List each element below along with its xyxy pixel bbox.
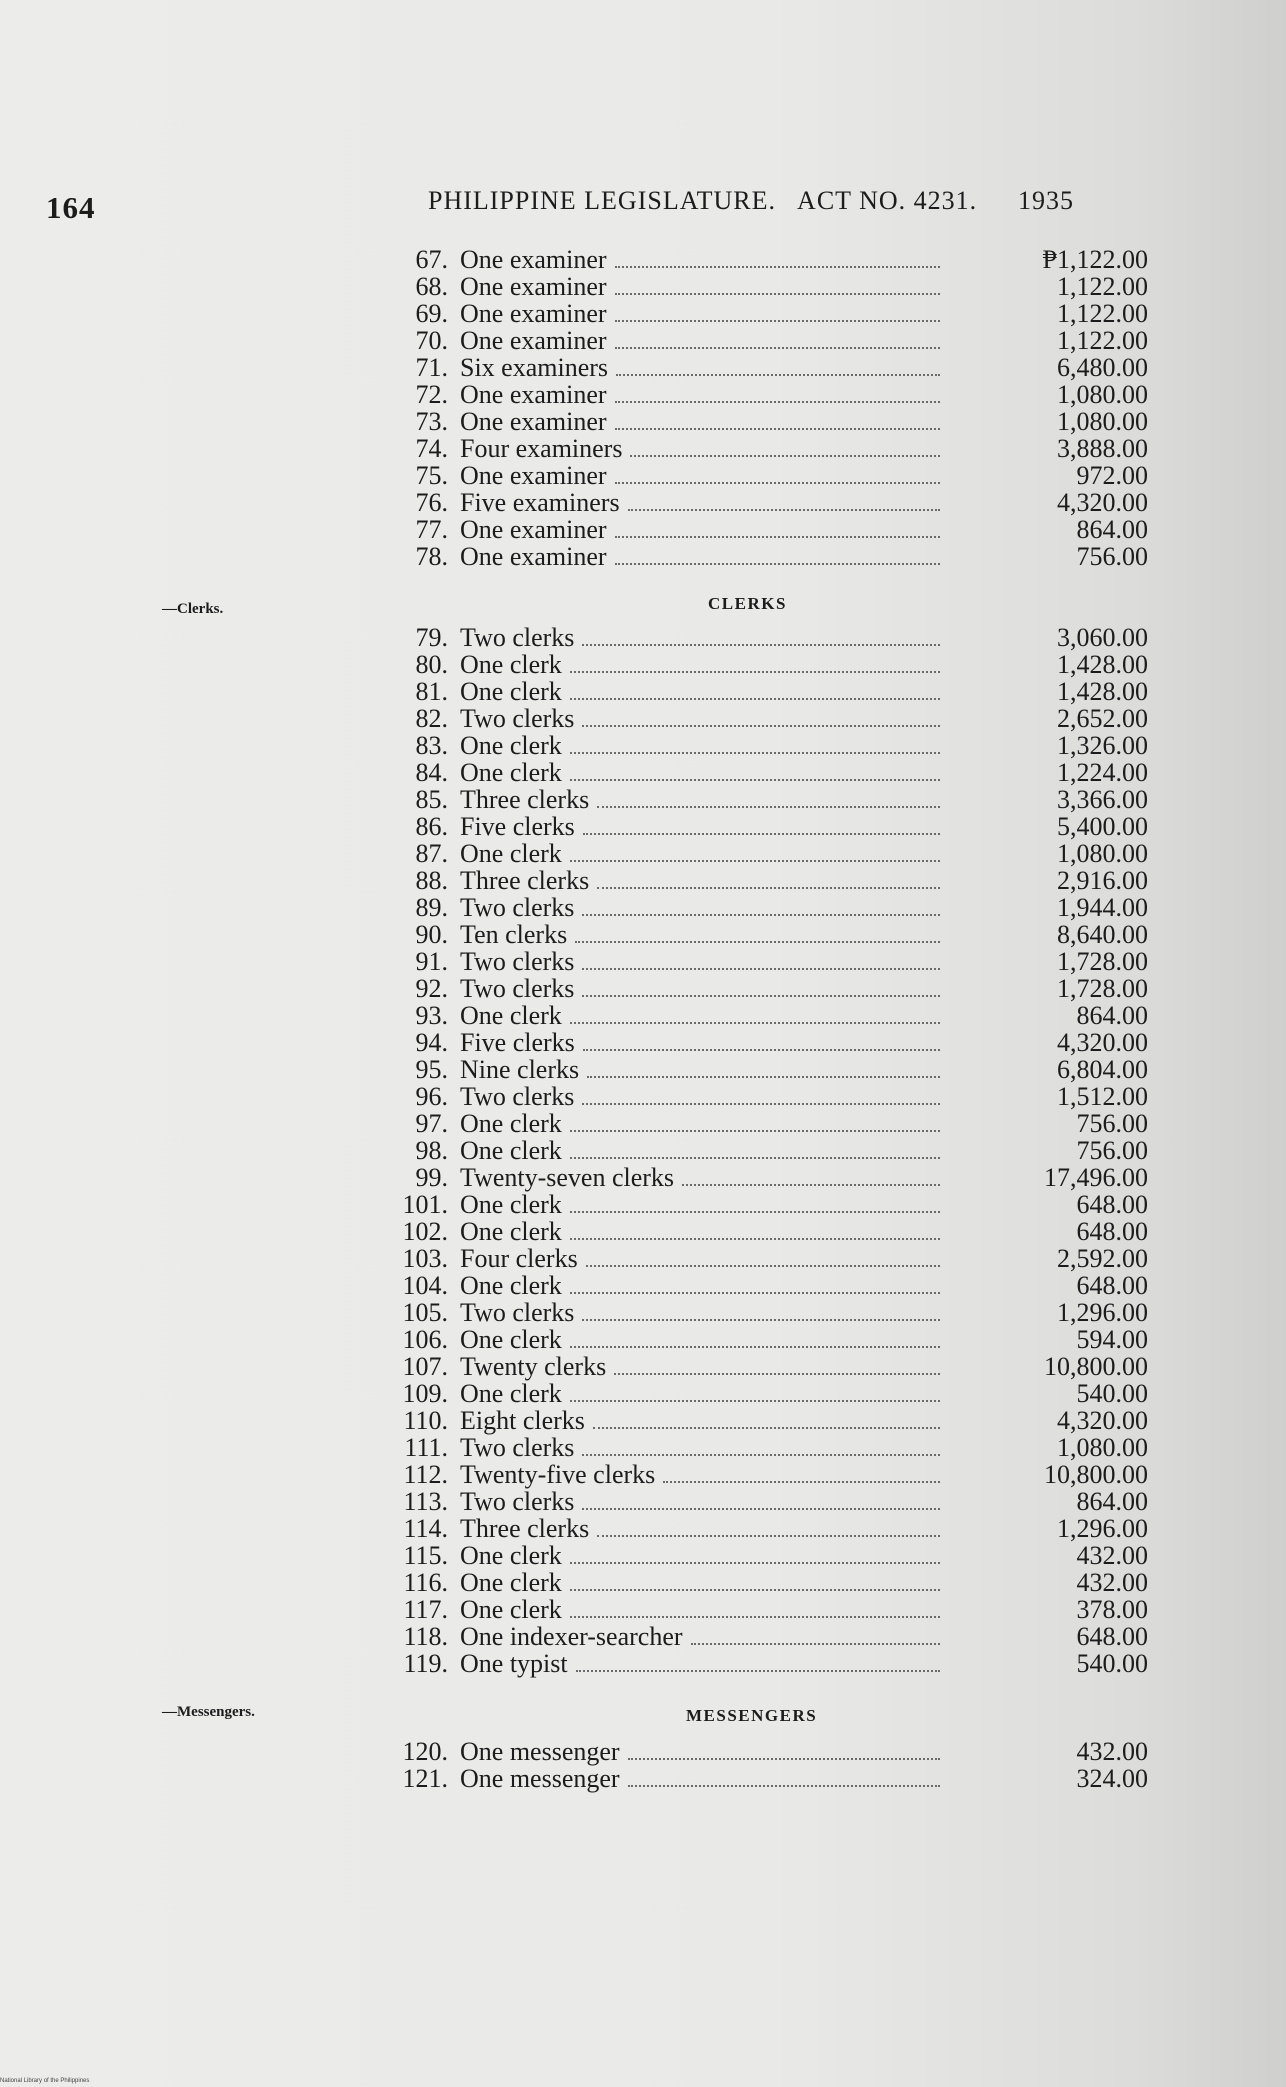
line-item-amount: 2,916.00 bbox=[1057, 866, 1148, 895]
dot-leader bbox=[691, 1643, 940, 1645]
line-item-amount: 6,804.00 bbox=[1057, 1055, 1148, 1084]
dot-leader bbox=[615, 536, 940, 538]
line-item-amount: 1,428.00 bbox=[1057, 650, 1148, 679]
line-item-description: Four examiners bbox=[460, 434, 623, 463]
line-item-amount: 1,428.00 bbox=[1057, 677, 1148, 706]
page-number: 164 bbox=[46, 190, 96, 225]
line-item bbox=[380, 1029, 1160, 1056]
line-item bbox=[380, 759, 1160, 786]
dot-leader bbox=[570, 1157, 940, 1159]
dot-leader bbox=[583, 1049, 940, 1051]
line-item-amount: 5,400.00 bbox=[1057, 812, 1148, 841]
line-item bbox=[380, 975, 1160, 1002]
line-item bbox=[380, 1765, 1160, 1792]
line-item-amount: 864.00 bbox=[1076, 1001, 1148, 1030]
dot-leader bbox=[586, 1265, 940, 1267]
line-item bbox=[380, 786, 1160, 813]
line-item-number: 106. bbox=[402, 1325, 448, 1354]
line-item-amount: 1,080.00 bbox=[1057, 1433, 1148, 1462]
line-item-number: 113. bbox=[403, 1487, 448, 1516]
line-item-description: One clerk bbox=[460, 1379, 562, 1408]
line-item-number: 116. bbox=[403, 1568, 448, 1597]
line-item-description: Two clerks bbox=[460, 974, 575, 1003]
line-item bbox=[380, 1461, 1160, 1488]
line-item-amount: 540.00 bbox=[1076, 1649, 1148, 1678]
line-item-amount: 3,060.00 bbox=[1057, 623, 1148, 652]
line-item bbox=[380, 1299, 1160, 1326]
line-item-description: Two clerks bbox=[460, 1298, 575, 1327]
dot-leader bbox=[582, 995, 940, 997]
line-item-description: One examiner bbox=[460, 245, 607, 274]
dot-leader bbox=[615, 482, 940, 484]
line-item-description: Twenty clerks bbox=[460, 1352, 607, 1381]
line-item-number: 95. bbox=[415, 1055, 448, 1084]
line-item bbox=[380, 705, 1160, 732]
line-item bbox=[380, 1191, 1160, 1218]
dot-leader bbox=[615, 347, 940, 349]
line-item-amount: 1,326.00 bbox=[1057, 731, 1148, 760]
line-item-amount: 3,366.00 bbox=[1057, 785, 1148, 814]
line-item-amount: 8,640.00 bbox=[1057, 920, 1148, 949]
line-item-description: One examiner bbox=[460, 326, 607, 355]
line-item bbox=[380, 408, 1160, 435]
dot-leader bbox=[570, 671, 940, 673]
line-item bbox=[380, 327, 1160, 354]
dot-leader bbox=[570, 1616, 940, 1618]
line-item-amount: 648.00 bbox=[1076, 1190, 1148, 1219]
line-item-description: One clerk bbox=[460, 758, 562, 787]
dot-leader bbox=[628, 1758, 940, 1760]
dot-leader bbox=[570, 1130, 940, 1132]
margin-note-messengers: —Messengers. bbox=[162, 1704, 255, 1720]
line-item-number: 114. bbox=[403, 1514, 448, 1543]
line-item-description: One clerk bbox=[460, 1136, 562, 1165]
dot-leader bbox=[575, 941, 940, 943]
line-item-number: 80. bbox=[415, 650, 448, 679]
line-item-amount: 432.00 bbox=[1076, 1737, 1148, 1766]
line-item-number: 92. bbox=[415, 974, 448, 1003]
line-item-description: One examiner bbox=[460, 407, 607, 436]
line-item-number: 91. bbox=[415, 947, 448, 976]
dot-leader bbox=[576, 1670, 940, 1672]
line-item bbox=[380, 462, 1160, 489]
line-item-amount: 1,122.00 bbox=[1057, 326, 1148, 355]
line-item-description: One clerk bbox=[460, 839, 562, 868]
dot-leader bbox=[615, 428, 940, 430]
line-item-amount: 1,296.00 bbox=[1057, 1514, 1148, 1543]
dot-leader bbox=[682, 1184, 940, 1186]
line-item-number: 94. bbox=[415, 1028, 448, 1057]
dot-leader bbox=[582, 914, 940, 916]
line-item-amount: 432.00 bbox=[1076, 1568, 1148, 1597]
dot-leader bbox=[582, 644, 940, 646]
line-item-number: 69. bbox=[415, 299, 448, 328]
line-item-amount: 3,888.00 bbox=[1057, 434, 1148, 463]
line-item-amount: 432.00 bbox=[1076, 1541, 1148, 1570]
line-item-description: One clerk bbox=[460, 1271, 562, 1300]
line-item bbox=[380, 489, 1160, 516]
line-item bbox=[380, 1623, 1160, 1650]
line-item-number: 90. bbox=[415, 920, 448, 949]
line-item-description: Five clerks bbox=[460, 812, 575, 841]
line-item-number: 76. bbox=[415, 488, 448, 517]
dot-leader bbox=[582, 968, 940, 970]
line-item-number: 117. bbox=[403, 1595, 448, 1624]
line-item bbox=[380, 1569, 1160, 1596]
dot-leader bbox=[570, 1400, 940, 1402]
dot-leader bbox=[615, 293, 940, 295]
line-item-description: One clerk bbox=[460, 1541, 562, 1570]
line-item-number: 79. bbox=[415, 623, 448, 652]
line-item-description: One examiner bbox=[460, 299, 607, 328]
line-item bbox=[380, 1164, 1160, 1191]
line-item-amount: 2,652.00 bbox=[1057, 704, 1148, 733]
line-item-number: 119. bbox=[403, 1649, 448, 1678]
line-item-amount: 1,944.00 bbox=[1057, 893, 1148, 922]
dot-leader bbox=[616, 374, 940, 376]
line-item bbox=[380, 273, 1160, 300]
line-item bbox=[380, 1137, 1160, 1164]
line-item-number: 103. bbox=[402, 1244, 448, 1273]
line-item-number: 73. bbox=[415, 407, 448, 436]
line-item-amount: 1,728.00 bbox=[1057, 947, 1148, 976]
line-item-amount: 594.00 bbox=[1076, 1325, 1148, 1354]
dot-leader bbox=[628, 1785, 940, 1787]
line-item-number: 75. bbox=[415, 461, 448, 490]
line-item bbox=[380, 921, 1160, 948]
line-item-number: 88. bbox=[415, 866, 448, 895]
examiners-list bbox=[380, 246, 1160, 570]
line-item-amount: 648.00 bbox=[1076, 1217, 1148, 1246]
line-item bbox=[380, 516, 1160, 543]
line-item-description: One messenger bbox=[460, 1737, 620, 1766]
line-item bbox=[380, 1650, 1160, 1677]
line-item-amount: 1,224.00 bbox=[1057, 758, 1148, 787]
line-item bbox=[380, 1542, 1160, 1569]
line-item-number: 70. bbox=[415, 326, 448, 355]
dot-leader bbox=[582, 1454, 940, 1456]
dot-leader bbox=[628, 509, 940, 511]
line-item bbox=[380, 1272, 1160, 1299]
line-item-description: One clerk bbox=[460, 1595, 562, 1624]
line-item-amount: 972.00 bbox=[1076, 461, 1148, 490]
line-item-amount: 1,080.00 bbox=[1057, 380, 1148, 409]
dot-leader bbox=[583, 833, 940, 835]
footer-source-note: National Library of the Philippines bbox=[0, 2078, 90, 2084]
line-item-number: 82. bbox=[415, 704, 448, 733]
line-item-description: Eight clerks bbox=[460, 1406, 585, 1435]
line-item-number: 93. bbox=[415, 1001, 448, 1030]
line-item-amount: 2,592.00 bbox=[1057, 1244, 1148, 1273]
line-item-description: Two clerks bbox=[460, 1433, 575, 1462]
line-item-number: 121. bbox=[402, 1764, 448, 1793]
line-item bbox=[380, 732, 1160, 759]
dot-leader bbox=[570, 1589, 940, 1591]
line-item-description: One clerk bbox=[460, 1217, 562, 1246]
line-item bbox=[380, 1002, 1160, 1029]
line-item-description: One clerk bbox=[460, 677, 562, 706]
line-item bbox=[380, 1488, 1160, 1515]
line-item-number: 97. bbox=[415, 1109, 448, 1138]
dot-leader bbox=[615, 563, 940, 565]
line-item-number: 112. bbox=[403, 1460, 448, 1489]
line-item-description: One examiner bbox=[460, 272, 607, 301]
line-item bbox=[380, 1353, 1160, 1380]
line-item bbox=[380, 1738, 1160, 1765]
dot-leader bbox=[570, 1292, 940, 1294]
line-item bbox=[380, 948, 1160, 975]
line-item-amount: 1,728.00 bbox=[1057, 974, 1148, 1003]
dot-leader bbox=[582, 1319, 940, 1321]
dot-leader bbox=[615, 401, 940, 403]
line-item-number: 83. bbox=[415, 731, 448, 760]
line-item-amount: 4,320.00 bbox=[1057, 1406, 1148, 1435]
line-item bbox=[380, 435, 1160, 462]
line-item-amount: 1,080.00 bbox=[1057, 407, 1148, 436]
line-item-number: 68. bbox=[415, 272, 448, 301]
line-item bbox=[380, 381, 1160, 408]
margin-note-clerks: —Clerks. bbox=[162, 601, 224, 617]
dot-leader bbox=[593, 1427, 940, 1429]
line-item-description: One clerk bbox=[460, 1568, 562, 1597]
line-item-amount: 10,800.00 bbox=[1044, 1460, 1148, 1489]
dot-leader bbox=[615, 266, 940, 268]
dot-leader bbox=[597, 806, 940, 808]
line-item-number: 107. bbox=[402, 1352, 448, 1381]
line-item-number: 78. bbox=[415, 542, 448, 571]
dot-leader bbox=[615, 320, 940, 322]
line-item-description: One clerk bbox=[460, 650, 562, 679]
dot-leader bbox=[582, 725, 940, 727]
line-item-description: Two clerks bbox=[460, 704, 575, 733]
dot-leader bbox=[570, 1346, 940, 1348]
line-item-number: 101. bbox=[402, 1190, 448, 1219]
line-item-description: Two clerks bbox=[460, 947, 575, 976]
line-item-amount: 648.00 bbox=[1076, 1622, 1148, 1651]
dot-leader bbox=[570, 1562, 940, 1564]
section-heading-messengers: MESSENGERS bbox=[686, 1706, 818, 1725]
line-item-number: 110. bbox=[403, 1406, 448, 1435]
line-item bbox=[380, 1326, 1160, 1353]
line-item bbox=[380, 840, 1160, 867]
line-item-description: One typist bbox=[460, 1649, 568, 1678]
line-item bbox=[380, 1110, 1160, 1137]
dot-leader bbox=[570, 752, 940, 754]
line-item-description: Three clerks bbox=[460, 1514, 590, 1543]
line-item-number: 118. bbox=[403, 1622, 448, 1651]
line-item-amount: 1,122.00 bbox=[1057, 272, 1148, 301]
line-item-description: One clerk bbox=[460, 1325, 562, 1354]
line-item-number: 96. bbox=[415, 1082, 448, 1111]
line-item-description: Nine clerks bbox=[460, 1055, 580, 1084]
line-item-description: One examiner bbox=[460, 542, 607, 571]
dot-leader bbox=[597, 1535, 940, 1537]
line-item-description: Two clerks bbox=[460, 893, 575, 922]
line-item bbox=[380, 678, 1160, 705]
line-item-description: One examiner bbox=[460, 515, 607, 544]
line-item bbox=[380, 894, 1160, 921]
dot-leader bbox=[582, 1103, 940, 1105]
line-item-number: 71. bbox=[415, 353, 448, 382]
line-item-amount: 756.00 bbox=[1076, 1109, 1148, 1138]
dot-leader bbox=[597, 887, 940, 889]
line-item-description: Four clerks bbox=[460, 1244, 578, 1273]
line-item-description: Six examiners bbox=[460, 353, 609, 382]
line-item-description: One clerk bbox=[460, 1190, 562, 1219]
line-item-description: One clerk bbox=[460, 731, 562, 760]
line-item-description: Three clerks bbox=[460, 785, 590, 814]
line-item-number: 86. bbox=[415, 812, 448, 841]
line-item-description: Five clerks bbox=[460, 1028, 575, 1057]
dot-leader bbox=[570, 1022, 940, 1024]
line-item-number: 67. bbox=[415, 245, 448, 274]
line-item-description: One clerk bbox=[460, 1109, 562, 1138]
line-item-number: 72. bbox=[415, 380, 448, 409]
dot-leader bbox=[614, 1373, 940, 1375]
line-item-number: 115. bbox=[403, 1541, 448, 1570]
line-item-number: 89. bbox=[415, 893, 448, 922]
line-item-amount: 4,320.00 bbox=[1057, 1028, 1148, 1057]
line-item-number: 84. bbox=[415, 758, 448, 787]
line-item-description: Ten clerks bbox=[460, 920, 568, 949]
line-item-description: Twenty-five clerks bbox=[460, 1460, 656, 1489]
line-item-amount: 864.00 bbox=[1076, 1487, 1148, 1516]
messengers-list bbox=[380, 1738, 1160, 1792]
line-item-number: 99. bbox=[415, 1163, 448, 1192]
line-item bbox=[380, 867, 1160, 894]
line-item bbox=[380, 1245, 1160, 1272]
line-item-amount: 756.00 bbox=[1076, 1136, 1148, 1165]
dot-leader bbox=[570, 860, 940, 862]
line-item-description: One messenger bbox=[460, 1764, 620, 1793]
clerks-list bbox=[380, 624, 1160, 1677]
dot-leader bbox=[570, 698, 940, 700]
dot-leader bbox=[663, 1481, 940, 1483]
line-item-description: Two clerks bbox=[460, 623, 575, 652]
line-item-number: 109. bbox=[402, 1379, 448, 1408]
running-head-year: 1935 bbox=[1018, 186, 1074, 215]
section-heading-clerks: CLERKS bbox=[708, 594, 787, 613]
dot-leader bbox=[570, 779, 940, 781]
line-item bbox=[380, 1083, 1160, 1110]
line-item bbox=[380, 543, 1160, 570]
line-item bbox=[380, 1515, 1160, 1542]
line-item bbox=[380, 246, 1160, 273]
dot-leader bbox=[570, 1238, 940, 1240]
line-item bbox=[380, 300, 1160, 327]
line-item-number: 74. bbox=[415, 434, 448, 463]
line-item-description: Five examiners bbox=[460, 488, 620, 517]
line-item-number: 111. bbox=[404, 1433, 448, 1462]
line-item-amount: 4,320.00 bbox=[1057, 488, 1148, 517]
line-item-amount: 6,480.00 bbox=[1057, 353, 1148, 382]
line-item bbox=[380, 1056, 1160, 1083]
line-item-number: 85. bbox=[415, 785, 448, 814]
line-item-description: One examiner bbox=[460, 461, 607, 490]
line-item-description: One clerk bbox=[460, 1001, 562, 1030]
line-item-number: 87. bbox=[415, 839, 448, 868]
line-item-description: Two clerks bbox=[460, 1082, 575, 1111]
line-item bbox=[380, 624, 1160, 651]
line-item-description: Twenty-seven clerks bbox=[460, 1163, 675, 1192]
dot-leader bbox=[582, 1508, 940, 1510]
line-item-amount: 864.00 bbox=[1076, 515, 1148, 544]
dot-leader bbox=[630, 455, 940, 457]
line-item-amount: ₱1,122.00 bbox=[1042, 245, 1148, 274]
line-item-amount: 756.00 bbox=[1076, 542, 1148, 571]
line-item-amount: 378.00 bbox=[1076, 1595, 1148, 1624]
line-item-amount: 1,296.00 bbox=[1057, 1298, 1148, 1327]
line-item-amount: 17,496.00 bbox=[1044, 1163, 1148, 1192]
line-item bbox=[380, 1434, 1160, 1461]
line-item bbox=[380, 1407, 1160, 1434]
line-item bbox=[380, 1596, 1160, 1623]
line-item-description: One indexer-searcher bbox=[460, 1622, 683, 1651]
line-item-amount: 1,122.00 bbox=[1057, 299, 1148, 328]
line-item-number: 81. bbox=[415, 677, 448, 706]
line-item-number: 102. bbox=[402, 1217, 448, 1246]
line-item-number: 105. bbox=[402, 1298, 448, 1327]
line-item-amount: 540.00 bbox=[1076, 1379, 1148, 1408]
running-head: PHILIPPINE LEGISLATURE. ACT NO. 4231. bbox=[428, 186, 978, 215]
line-item-number: 77. bbox=[415, 515, 448, 544]
line-item-amount: 1,080.00 bbox=[1057, 839, 1148, 868]
line-item-amount: 10,800.00 bbox=[1044, 1352, 1148, 1381]
dot-leader bbox=[587, 1076, 940, 1078]
line-item bbox=[380, 1380, 1160, 1407]
line-item bbox=[380, 354, 1160, 381]
line-item-description: Two clerks bbox=[460, 1487, 575, 1516]
line-item-number: 104. bbox=[402, 1271, 448, 1300]
line-item-amount: 1,512.00 bbox=[1057, 1082, 1148, 1111]
line-item bbox=[380, 651, 1160, 678]
line-item-number: 98. bbox=[415, 1136, 448, 1165]
line-item bbox=[380, 813, 1160, 840]
line-item-description: One examiner bbox=[460, 380, 607, 409]
line-item-amount: 324.00 bbox=[1076, 1764, 1148, 1793]
line-item bbox=[380, 1218, 1160, 1245]
dot-leader bbox=[570, 1211, 940, 1213]
line-item-number: 120. bbox=[402, 1737, 448, 1766]
line-item-amount: 648.00 bbox=[1076, 1271, 1148, 1300]
line-item-description: Three clerks bbox=[460, 866, 590, 895]
